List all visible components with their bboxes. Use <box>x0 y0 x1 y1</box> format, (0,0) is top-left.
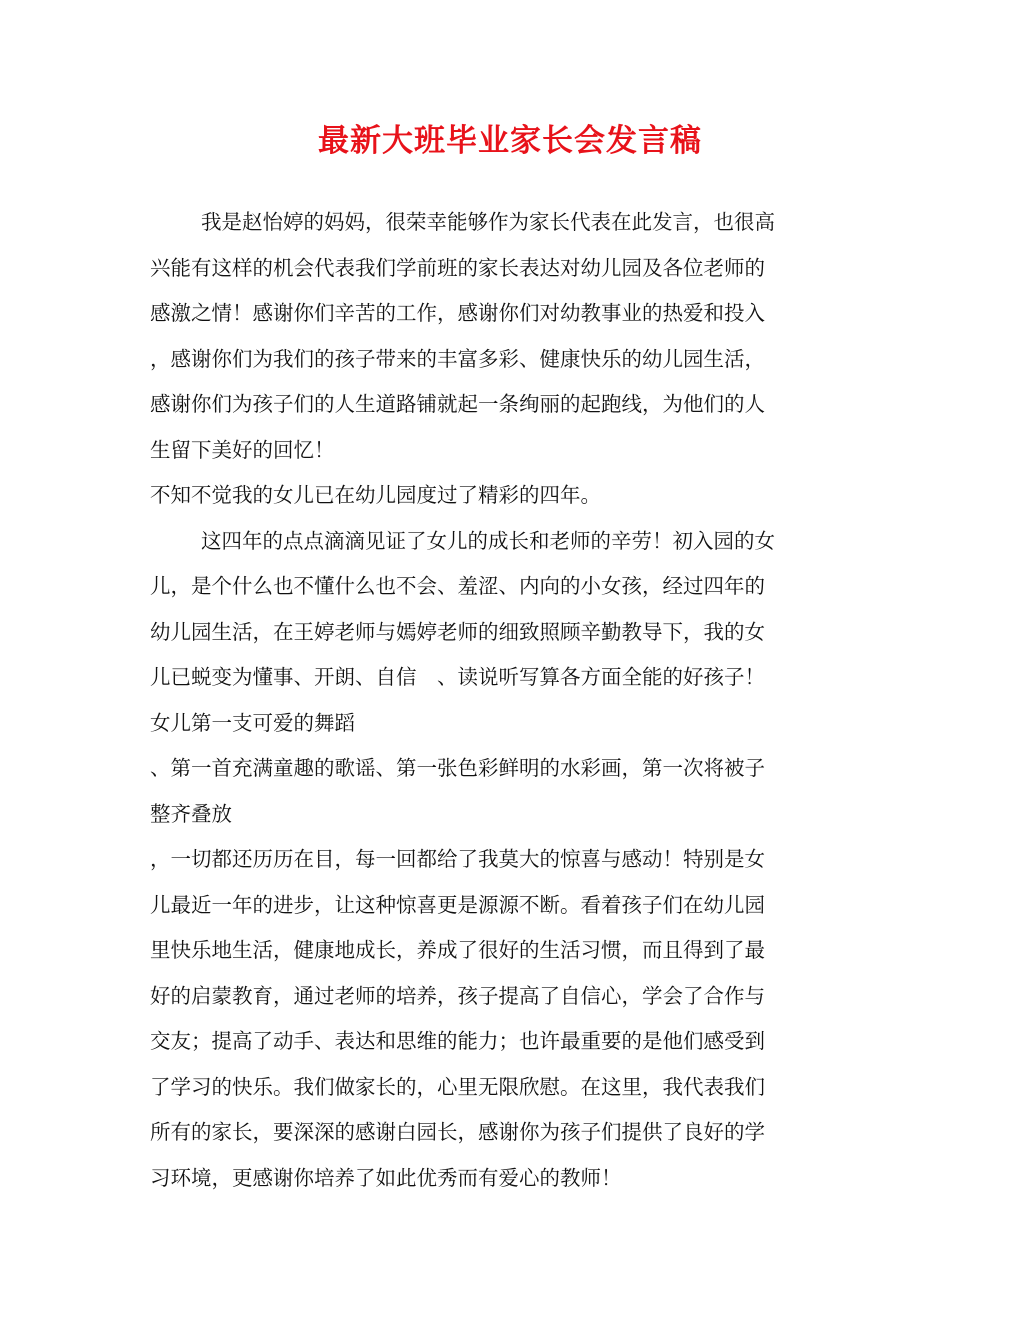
paragraph-line: 生留下美好的回忆！ <box>150 437 335 462</box>
paragraph-line: 我是赵怡婷的妈妈，很荣幸能够作为家长代表在此发言，也很高 <box>201 210 775 234</box>
paragraph-line: 好的启蒙教育，通过老师的培养，孩子提高了自信心，学会了合作与 <box>150 983 765 1008</box>
paragraph-line: 习环境，更感谢你培养了如此优秀而有爱心的教师！ <box>150 1165 622 1190</box>
paragraph-line: 不知不觉我的女儿已在幼儿园度过了精彩的四年。 <box>150 483 601 507</box>
paragraph-line: 交友；提高了动手、表达和思维的能力；也许最重要的是他们感受到 <box>150 1029 765 1053</box>
paragraph-line: 所有的家长，要深深的感谢白园长，感谢你为孩子们提供了良好的学 <box>150 1120 765 1144</box>
paragraph-line: ，感谢你们为我们的孩子带来的丰富多彩、健康快乐的幼儿园生活， <box>150 346 765 371</box>
paragraph-line: 幼儿园生活，在王婷老师与嫣婷老师的细致照顾辛勤教导下，我的女 <box>150 619 765 644</box>
paragraph-line: 感激之情！感谢你们辛苦的工作，感谢你们对幼教事业的热爱和投入 <box>150 301 765 325</box>
paragraph-line: 、第一首充满童趣的歌谣、第一张色彩鲜明的水彩画，第一次将被子 <box>150 756 765 780</box>
paragraph-line: 整齐叠放 <box>150 801 232 826</box>
document-body <box>150 200 850 1201</box>
paragraph-line: 儿，是个什么也不懂什么也不会、羞涩、内向的小女孩，经过四年的 <box>150 574 765 598</box>
paragraph-line: 女儿第一支可爱的舞蹈 <box>150 710 355 735</box>
paragraph-line: 里快乐地生活，健康地成长，养成了很好的生活习惯，而且得到了最 <box>150 938 765 962</box>
paragraph-line: 感谢你们为孩子们的人生道路铺就起一条绚丽的起跑线，为他们的人 <box>150 392 765 416</box>
paragraph-line: 兴能有这样的机会代表我们学前班的家长表达对幼儿园及各位老师的 <box>150 255 765 280</box>
paragraph-line: 这四年的点点滴滴见证了女儿的成长和老师的辛劳！初入园的女 <box>201 528 775 553</box>
paragraph-line: ，一切都还历历在目，每一回都给了我莫大的惊喜与感动！特别是女 <box>150 847 765 871</box>
paragraph-line: 儿已蜕变为懂事、开朗、自信 、读说听写算各方面全能的好孩子！ <box>150 665 765 689</box>
document-title: 最新大班毕业家长会发言稿 <box>318 123 702 159</box>
paragraph-line: 了学习的快乐。我们做家长的，心里无限欣慰。在这里，我代表我们 <box>150 1074 765 1099</box>
paragraph-line: 儿最近一年的进步，让这种惊喜更是源源不断。看着孩子们在幼儿园 <box>150 892 765 917</box>
